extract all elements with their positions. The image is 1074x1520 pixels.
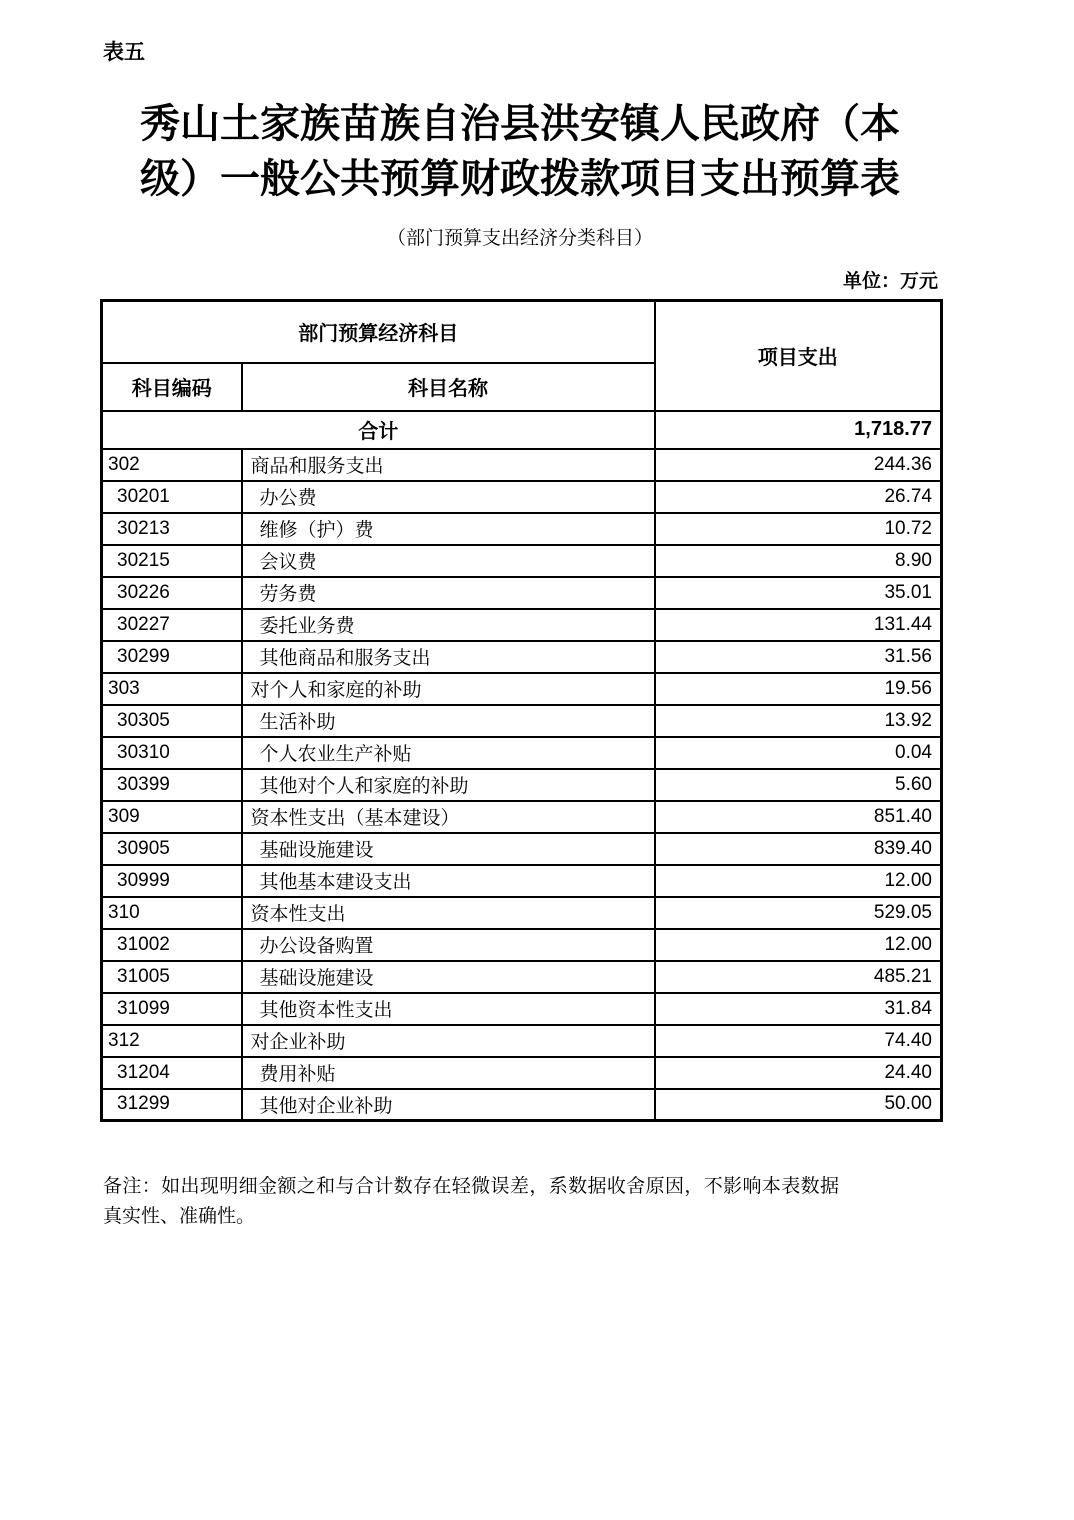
- table-row: [102, 545, 942, 577]
- page-title: 秀山土家族苗族自治县洪安镇人民政府（本级）一般公共预算财政拨款项目支出预算表: [140, 101, 900, 201]
- header-subject-name: 科目名称: [242, 363, 655, 411]
- row-subject-code: 302: [102, 449, 242, 481]
- row-subject-code: 30226: [102, 577, 242, 609]
- row-subject-code: 30213: [102, 513, 242, 545]
- row-subject-name: 基础设施建设: [242, 961, 655, 993]
- row-subject-code: 31299: [102, 1089, 242, 1121]
- table-row: [102, 993, 942, 1025]
- row-subject-name: 办公费: [242, 481, 655, 513]
- row-subject-name: 个人农业生产补贴: [242, 737, 655, 769]
- budget-table: [100, 299, 943, 1122]
- row-subject-name: 其他对企业补助: [242, 1089, 655, 1121]
- row-subject-name: 维修（护）费: [242, 513, 655, 545]
- row-amount: 8.90: [655, 545, 942, 577]
- row-subject-code: 30299: [102, 641, 242, 673]
- row-subject-name: 对个人和家庭的补助: [242, 673, 655, 705]
- table-row: [102, 833, 942, 865]
- table-row: [102, 609, 942, 641]
- row-amount: 26.74: [655, 481, 942, 513]
- row-subject-code: 312: [102, 1025, 242, 1057]
- table-row: [102, 801, 942, 833]
- row-amount: 5.60: [655, 769, 942, 801]
- row-amount: 0.04: [655, 737, 942, 769]
- row-subject-code: 31204: [102, 1057, 242, 1089]
- row-subject-name: 其他基本建设支出: [242, 865, 655, 897]
- document-content: [100, 0, 940, 1232]
- row-subject-name: 办公设备购置: [242, 929, 655, 961]
- header-group-economic-subjects: 部门预算经济科目: [102, 301, 655, 363]
- row-amount: 12.00: [655, 929, 942, 961]
- table-row: [102, 737, 942, 769]
- row-subject-name: 其他商品和服务支出: [242, 641, 655, 673]
- row-amount: 19.56: [655, 673, 942, 705]
- table-row: [102, 1025, 942, 1057]
- row-subject-code: 31005: [102, 961, 242, 993]
- table-header: [102, 301, 942, 411]
- table-row: [102, 481, 942, 513]
- table-row: [102, 577, 942, 609]
- row-amount: 74.40: [655, 1025, 942, 1057]
- table-row: [102, 641, 942, 673]
- row-subject-code: 310: [102, 897, 242, 929]
- table-row: [102, 513, 942, 545]
- table-row: [102, 929, 942, 961]
- table-row: [102, 705, 942, 737]
- table-row: [102, 897, 942, 929]
- row-amount: 12.00: [655, 865, 942, 897]
- page-subtitle: （部门预算支出经济分类科目）: [386, 228, 653, 249]
- row-subject-name: 其他资本性支出: [242, 993, 655, 1025]
- total-row: [102, 411, 942, 449]
- row-amount: 851.40: [655, 801, 942, 833]
- row-subject-code: 309: [102, 801, 242, 833]
- row-subject-name: 资本性支出（基本建设）: [242, 801, 655, 833]
- row-subject-name: 生活补助: [242, 705, 655, 737]
- row-subject-code: 30399: [102, 769, 242, 801]
- table-row: [102, 769, 942, 801]
- row-subject-code: 31002: [102, 929, 242, 961]
- row-subject-code: 30227: [102, 609, 242, 641]
- row-amount: 31.84: [655, 993, 942, 1025]
- table-number-label: 表五: [103, 41, 145, 64]
- row-subject-code: 30305: [102, 705, 242, 737]
- row-amount: 13.92: [655, 705, 942, 737]
- table-row: [102, 673, 942, 705]
- row-subject-code: 30999: [102, 865, 242, 897]
- footnote: 备注：如出现明细金额之和与合计数存在轻微误差，系数据收舍原因，不影响本表数据真实性、准确性。: [103, 1176, 839, 1227]
- row-amount: 131.44: [655, 609, 942, 641]
- table-row: [102, 865, 942, 897]
- row-amount: 35.01: [655, 577, 942, 609]
- table-row: [102, 961, 942, 993]
- row-amount: 10.72: [655, 513, 942, 545]
- table-body: [102, 449, 942, 1121]
- table-row: [102, 449, 942, 481]
- row-subject-code: 31099: [102, 993, 242, 1025]
- row-subject-name: 劳务费: [242, 577, 655, 609]
- row-amount: 24.40: [655, 1057, 942, 1089]
- row-amount: 50.00: [655, 1089, 942, 1121]
- row-subject-name: 商品和服务支出: [242, 449, 655, 481]
- table-row: [102, 1089, 942, 1121]
- row-amount: 529.05: [655, 897, 942, 929]
- row-subject-code: 30310: [102, 737, 242, 769]
- row-subject-code: 30201: [102, 481, 242, 513]
- row-subject-name: 费用补贴: [242, 1057, 655, 1089]
- row-amount: 31.56: [655, 641, 942, 673]
- row-subject-name: 其他对个人和家庭的补助: [242, 769, 655, 801]
- row-subject-code: 30215: [102, 545, 242, 577]
- total-label: 合计: [102, 411, 655, 449]
- row-subject-name: 对企业补助: [242, 1025, 655, 1057]
- row-subject-code: 303: [102, 673, 242, 705]
- header-project-expenditure: 项目支出: [655, 301, 942, 411]
- row-subject-name: 资本性支出: [242, 897, 655, 929]
- row-amount: 485.21: [655, 961, 942, 993]
- row-subject-name: 基础设施建设: [242, 833, 655, 865]
- header-subject-code: 科目编码: [102, 363, 242, 411]
- row-subject-code: 30905: [102, 833, 242, 865]
- row-subject-name: 委托业务费: [242, 609, 655, 641]
- row-subject-name: 会议费: [242, 545, 655, 577]
- table-row: [102, 1057, 942, 1089]
- unit-label: 单位：万元: [842, 271, 938, 292]
- total-amount: 1,718.77: [655, 411, 942, 449]
- row-amount: 244.36: [655, 449, 942, 481]
- row-amount: 839.40: [655, 833, 942, 865]
